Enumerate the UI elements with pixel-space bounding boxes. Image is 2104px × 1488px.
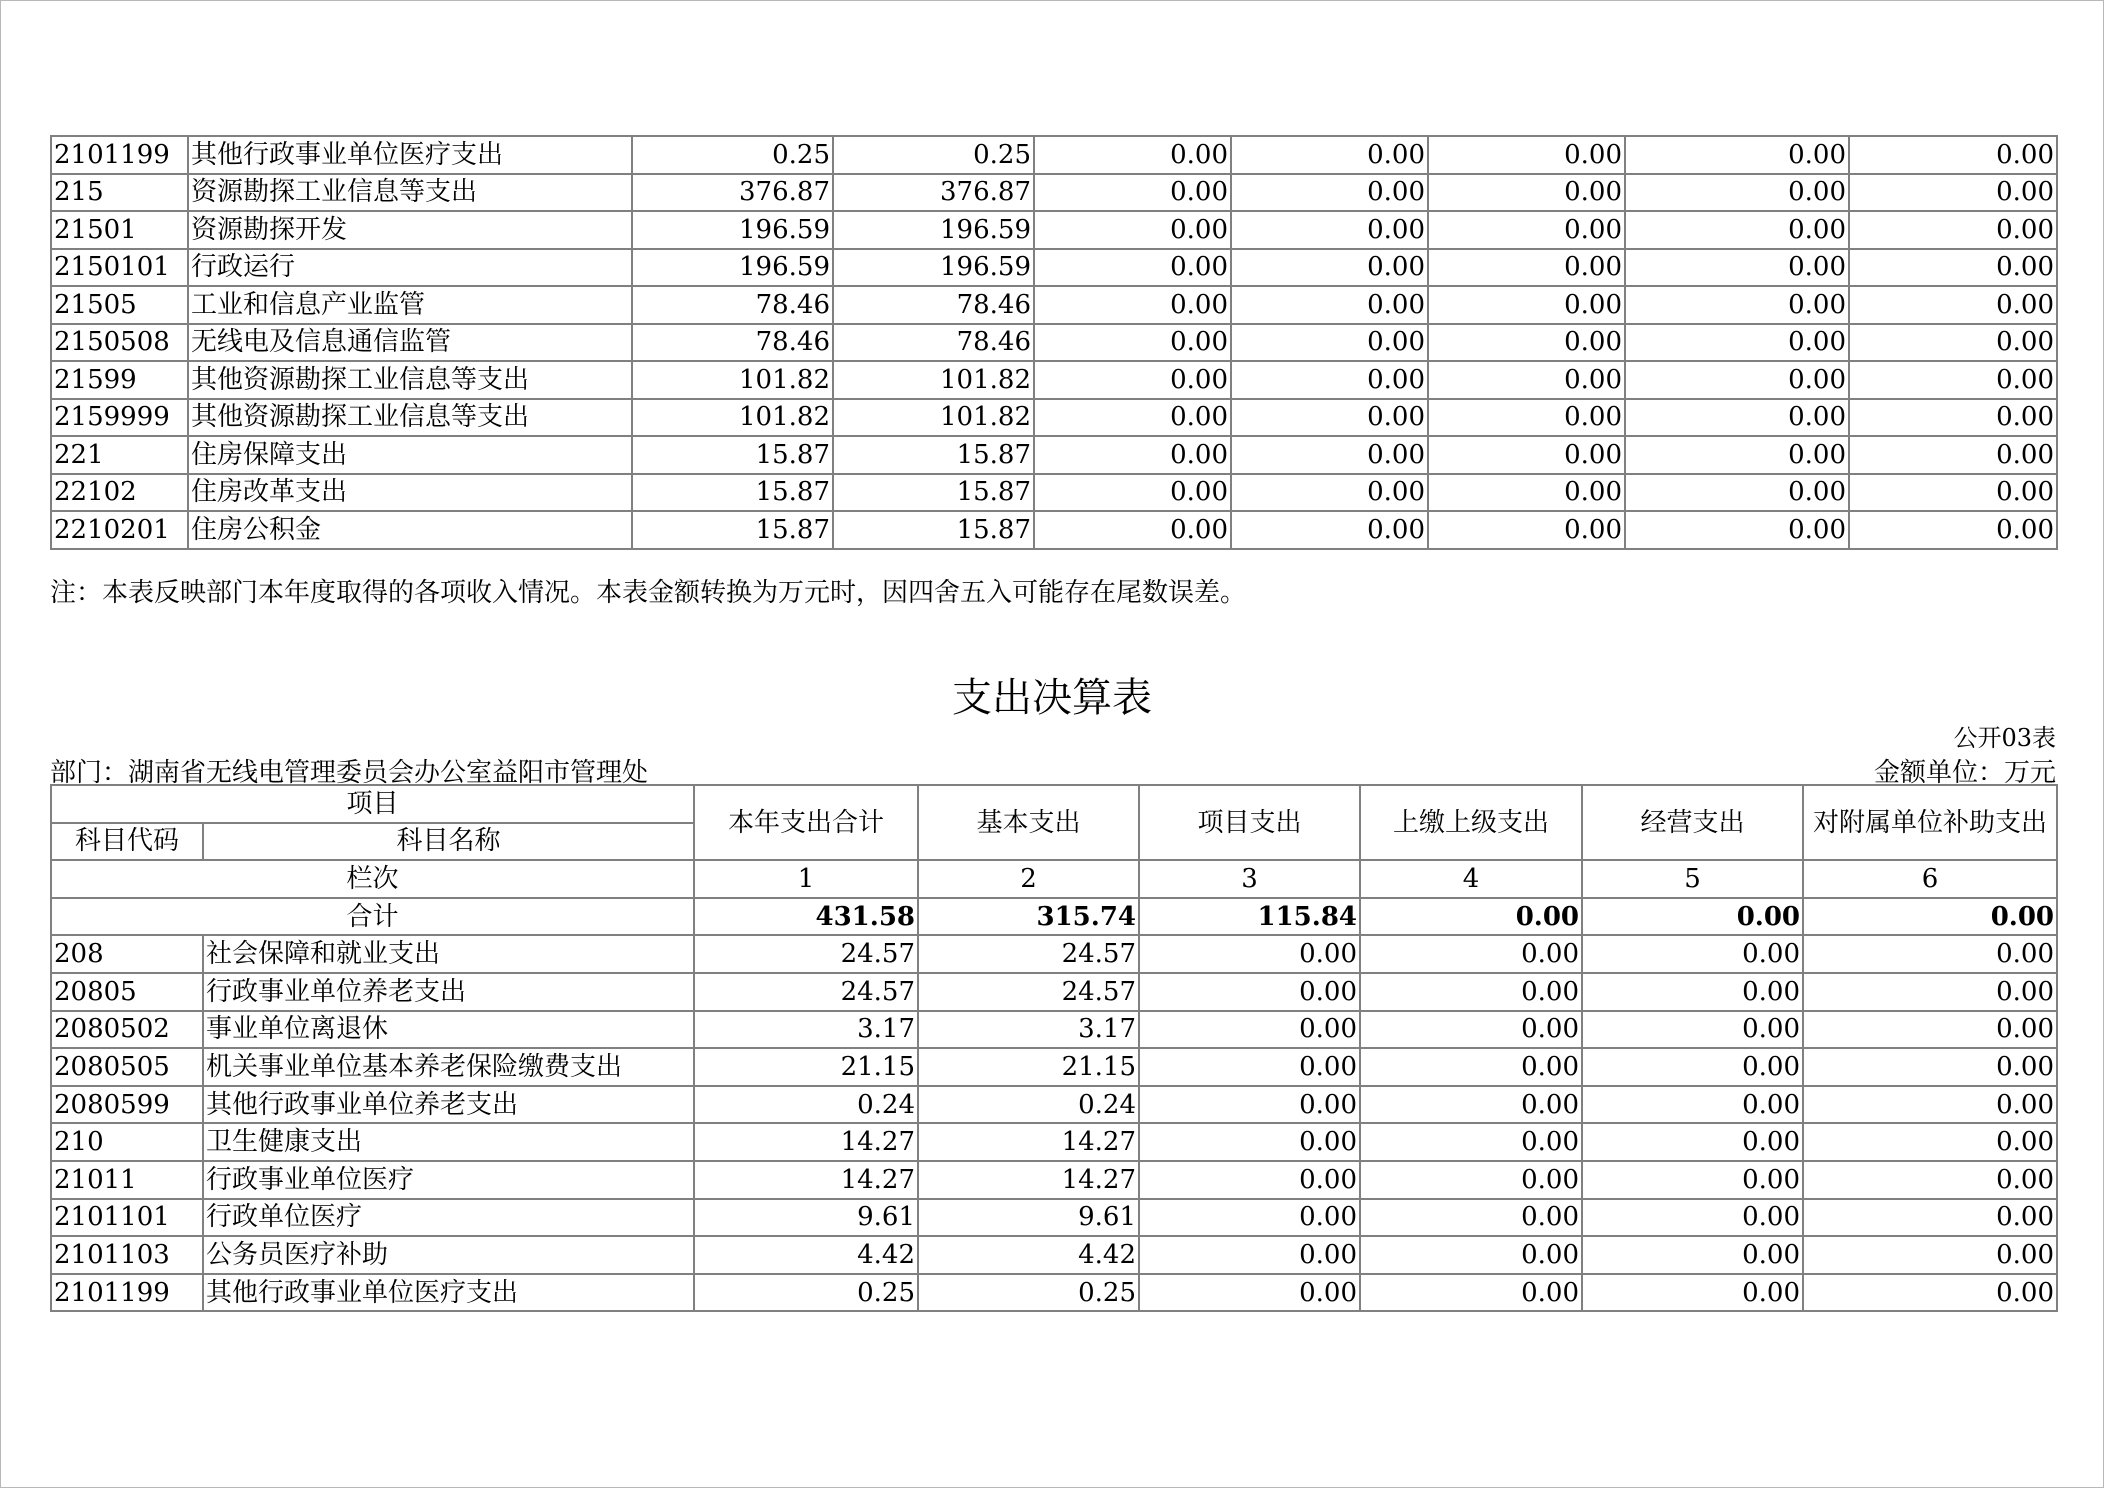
- subject-name: 其他资源勘探工业信息等支出: [188, 399, 632, 437]
- amount-cell: 101.82: [632, 361, 833, 399]
- amount-cell: 0.00: [1360, 1236, 1582, 1274]
- subject-name: 住房公积金: [188, 511, 632, 549]
- table-row: [51, 1274, 2057, 1312]
- amount-cell: 0.00: [1428, 474, 1625, 512]
- amount-cell: 14.27: [918, 1161, 1139, 1199]
- amount-cell: 0.00: [1360, 935, 1582, 973]
- total-value: 315.74: [918, 898, 1139, 936]
- subject-code: 2101199: [51, 1274, 203, 1312]
- amount-cell: 0.00: [1231, 361, 1428, 399]
- table-row: [51, 1123, 2057, 1161]
- amount-cell: 0.00: [1034, 361, 1231, 399]
- column-number: 5: [1582, 860, 1803, 898]
- subject-code: 2101199: [51, 136, 188, 174]
- amount-cell: 0.00: [1034, 324, 1231, 362]
- amount-cell: 0.00: [1360, 1274, 1582, 1312]
- header-code: 科目代码: [51, 823, 203, 861]
- expenditure-table: [50, 784, 2058, 1312]
- amount-cell: 4.42: [694, 1236, 918, 1274]
- subject-name: 其他资源勘探工业信息等支出: [188, 361, 632, 399]
- amount-cell: 15.87: [833, 474, 1034, 512]
- amount-cell: 0.00: [1803, 1123, 2057, 1161]
- subject-code: 21505: [51, 286, 188, 324]
- subject-name: 行政事业单位医疗: [203, 1161, 694, 1199]
- total-value: 431.58: [694, 898, 918, 936]
- table-row: [51, 211, 2057, 249]
- amount-cell: 0.00: [1803, 935, 2057, 973]
- amount-cell: 0.00: [1139, 1011, 1360, 1049]
- amount-cell: 3.17: [694, 1011, 918, 1049]
- amount-cell: 0.00: [1139, 1123, 1360, 1161]
- amount-cell: 0.00: [1231, 324, 1428, 362]
- amount-cell: 0.00: [1139, 1161, 1360, 1199]
- amount-cell: 0.00: [1428, 136, 1625, 174]
- amount-cell: 0.00: [1231, 511, 1428, 549]
- header-name: 科目名称: [203, 823, 694, 861]
- subject-code: 2080599: [51, 1086, 203, 1124]
- header-col-3: 项目支出: [1139, 785, 1360, 860]
- form-code: 公开03表: [1953, 724, 2056, 752]
- table-row: [51, 249, 2057, 287]
- amount-cell: 0.00: [1360, 973, 1582, 1011]
- amount-cell: 0.00: [1582, 1048, 1803, 1086]
- amount-cell: 24.57: [918, 973, 1139, 1011]
- amount-cell: 0.00: [1360, 1048, 1582, 1086]
- amount-cell: 14.27: [694, 1123, 918, 1161]
- subject-code: 2150508: [51, 324, 188, 362]
- amount-cell: 0.00: [1428, 249, 1625, 287]
- subject-code: 208: [51, 935, 203, 973]
- subject-name: 公务员医疗补助: [203, 1236, 694, 1274]
- amount-cell: 0.00: [1625, 324, 1849, 362]
- amount-cell: 0.00: [1034, 436, 1231, 474]
- amount-cell: 196.59: [833, 249, 1034, 287]
- amount-cell: 0.25: [918, 1274, 1139, 1312]
- amount-cell: 15.87: [833, 511, 1034, 549]
- table-row: [51, 324, 2057, 362]
- amount-cell: 0.00: [1803, 1161, 2057, 1199]
- amount-cell: 0.00: [1803, 1048, 2057, 1086]
- amount-cell: 0.00: [1428, 286, 1625, 324]
- subject-code: 21501: [51, 211, 188, 249]
- amount-cell: 0.00: [1849, 174, 2057, 212]
- amount-cell: 0.00: [1231, 286, 1428, 324]
- amount-cell: 3.17: [918, 1011, 1139, 1049]
- amount-cell: 0.00: [1803, 1199, 2057, 1237]
- subject-code: 20805: [51, 973, 203, 1011]
- amount-cell: 0.00: [1849, 249, 2057, 287]
- column-number: 3: [1139, 860, 1360, 898]
- amount-cell: 0.00: [1625, 211, 1849, 249]
- subject-name: 事业单位离退休: [203, 1011, 694, 1049]
- column-number: 2: [918, 860, 1139, 898]
- table-row: [51, 436, 2057, 474]
- table-row: [51, 286, 2057, 324]
- amount-cell: 0.00: [1139, 935, 1360, 973]
- amount-cell: 14.27: [918, 1123, 1139, 1161]
- subject-name: 其他行政事业单位医疗支出: [188, 136, 632, 174]
- table-note: 注：本表反映部门本年度取得的各项收入情况。本表金额转换为万元时，因四舍五入可能存在尾数误差。: [50, 578, 1247, 608]
- amount-cell: 24.57: [694, 935, 918, 973]
- amount-cell: 0.00: [1849, 511, 2057, 549]
- amount-cell: 0.24: [918, 1086, 1139, 1124]
- amount-cell: 0.00: [1231, 174, 1428, 212]
- amount-cell: 0.00: [1428, 324, 1625, 362]
- amount-cell: 0.25: [833, 136, 1034, 174]
- amount-cell: 0.00: [1139, 1048, 1360, 1086]
- amount-cell: 0.00: [1034, 174, 1231, 212]
- amount-cell: 0.00: [1625, 436, 1849, 474]
- subject-name: 行政事业单位养老支出: [203, 973, 694, 1011]
- subject-name: 资源勘探开发: [188, 211, 632, 249]
- amount-cell: 0.00: [1849, 324, 2057, 362]
- header-col-1: 本年支出合计: [694, 785, 918, 860]
- subject-code: 2101101: [51, 1199, 203, 1237]
- amount-cell: 0.00: [1582, 1086, 1803, 1124]
- amount-cell: 0.00: [1803, 1274, 2057, 1312]
- subject-code: 21599: [51, 361, 188, 399]
- department-label: 部门：湖南省无线电管理委员会办公室益阳市管理处: [50, 758, 649, 788]
- column-number-row: [51, 860, 2057, 898]
- amount-cell: 0.00: [1034, 474, 1231, 512]
- amount-cell: 0.00: [1034, 136, 1231, 174]
- amount-cell: 0.00: [1582, 935, 1803, 973]
- amount-cell: 0.00: [1139, 1086, 1360, 1124]
- amount-cell: 0.25: [632, 136, 833, 174]
- subject-code: 22102: [51, 474, 188, 512]
- amount-cell: 0.00: [1849, 399, 2057, 437]
- amount-cell: 0.00: [1428, 174, 1625, 212]
- table-row: [51, 136, 2057, 174]
- column-number: 4: [1360, 860, 1582, 898]
- income-table-body: [51, 136, 2057, 549]
- table-row: [51, 1011, 2057, 1049]
- amount-cell: 0.00: [1582, 973, 1803, 1011]
- header-item: 项目: [51, 785, 694, 823]
- amount-cell: 101.82: [833, 399, 1034, 437]
- header-col-4: 上缴上级支出: [1360, 785, 1582, 860]
- total-value: 115.84: [1139, 898, 1360, 936]
- amount-cell: 0.00: [1625, 286, 1849, 324]
- amount-cell: 0.00: [1034, 399, 1231, 437]
- subject-name: 工业和信息产业监管: [188, 286, 632, 324]
- amount-cell: 0.25: [694, 1274, 918, 1312]
- subject-name: 无线电及信息通信监管: [188, 324, 632, 362]
- amount-cell: 78.46: [632, 286, 833, 324]
- amount-cell: 0.00: [1582, 1199, 1803, 1237]
- amount-unit-label: 金额单位：万元: [1873, 758, 2056, 788]
- amount-cell: 0.00: [1139, 1199, 1360, 1237]
- amount-cell: 196.59: [833, 211, 1034, 249]
- amount-cell: 0.00: [1428, 511, 1625, 549]
- table-row: [51, 1236, 2057, 1274]
- subject-code: 2101103: [51, 1236, 203, 1274]
- amount-cell: 15.87: [833, 436, 1034, 474]
- total-label: 合计: [51, 898, 694, 936]
- amount-cell: 0.00: [1231, 474, 1428, 512]
- amount-cell: 376.87: [833, 174, 1034, 212]
- amount-cell: 4.42: [918, 1236, 1139, 1274]
- amount-cell: 0.00: [1849, 436, 2057, 474]
- amount-cell: 0.00: [1231, 399, 1428, 437]
- amount-cell: 0.00: [1582, 1011, 1803, 1049]
- total-value: 0.00: [1582, 898, 1803, 936]
- amount-cell: 14.27: [694, 1161, 918, 1199]
- amount-cell: 0.00: [1139, 1274, 1360, 1312]
- subject-name: 其他行政事业单位养老支出: [203, 1086, 694, 1124]
- amount-cell: 0.00: [1849, 361, 2057, 399]
- amount-cell: 0.00: [1849, 211, 2057, 249]
- amount-cell: 78.46: [833, 286, 1034, 324]
- table-row: [51, 174, 2057, 212]
- amount-cell: 0.00: [1034, 249, 1231, 287]
- amount-cell: 0.00: [1231, 136, 1428, 174]
- amount-cell: 0.00: [1625, 249, 1849, 287]
- table-row: [51, 973, 2057, 1011]
- total-row: [51, 898, 2057, 936]
- subject-code: 2080502: [51, 1011, 203, 1049]
- subject-code: 2080505: [51, 1048, 203, 1086]
- amount-cell: 0.00: [1139, 973, 1360, 1011]
- subject-code: 2150101: [51, 249, 188, 287]
- amount-cell: 0.00: [1625, 474, 1849, 512]
- income-table-continued: [50, 135, 2058, 550]
- subject-code: 2210201: [51, 511, 188, 549]
- subject-code: 215: [51, 174, 188, 212]
- subject-name: 行政运行: [188, 249, 632, 287]
- amount-cell: 0.00: [1034, 511, 1231, 549]
- subject-code: 21011: [51, 1161, 203, 1199]
- amount-cell: 0.00: [1360, 1086, 1582, 1124]
- amount-cell: 0.00: [1360, 1011, 1582, 1049]
- table-row: [51, 1161, 2057, 1199]
- amount-cell: 0.00: [1582, 1161, 1803, 1199]
- amount-cell: 15.87: [632, 474, 833, 512]
- subject-name: 资源勘探工业信息等支出: [188, 174, 632, 212]
- amount-cell: 196.59: [632, 211, 833, 249]
- table-row: [51, 1199, 2057, 1237]
- subject-code: 2159999: [51, 399, 188, 437]
- total-value: 0.00: [1360, 898, 1582, 936]
- amount-cell: 0.00: [1231, 436, 1428, 474]
- amount-cell: 0.00: [1582, 1236, 1803, 1274]
- page-title: 支出决算表: [952, 675, 1152, 721]
- amount-cell: 24.57: [918, 935, 1139, 973]
- amount-cell: 21.15: [918, 1048, 1139, 1086]
- amount-cell: 0.00: [1428, 436, 1625, 474]
- amount-cell: 101.82: [833, 361, 1034, 399]
- amount-cell: 0.00: [1803, 1011, 2057, 1049]
- amount-cell: 0.00: [1803, 973, 2057, 1011]
- amount-cell: 24.57: [694, 973, 918, 1011]
- amount-cell: 0.00: [1428, 211, 1625, 249]
- amount-cell: 0.00: [1231, 249, 1428, 287]
- amount-cell: 0.00: [1360, 1123, 1582, 1161]
- table-row: [51, 935, 2057, 973]
- amount-cell: 0.00: [1428, 399, 1625, 437]
- table-row: [51, 511, 2057, 549]
- amount-cell: 0.00: [1034, 211, 1231, 249]
- header-col-2: 基本支出: [918, 785, 1139, 860]
- subject-name: 住房保障支出: [188, 436, 632, 474]
- table-row: [51, 361, 2057, 399]
- subject-code: 210: [51, 1123, 203, 1161]
- amount-cell: 0.00: [1803, 1236, 2057, 1274]
- header-col-5: 经营支出: [1582, 785, 1803, 860]
- subject-code: 221: [51, 436, 188, 474]
- amount-cell: 0.00: [1231, 211, 1428, 249]
- amount-cell: 78.46: [632, 324, 833, 362]
- table-row: [51, 399, 2057, 437]
- header-row-1: [51, 785, 2057, 823]
- subject-name: 社会保障和就业支出: [203, 935, 694, 973]
- amount-cell: 0.00: [1625, 511, 1849, 549]
- amount-cell: 78.46: [833, 324, 1034, 362]
- column-number-label: 栏次: [51, 860, 694, 898]
- amount-cell: 0.00: [1849, 286, 2057, 324]
- table-row: [51, 1048, 2057, 1086]
- amount-cell: 101.82: [632, 399, 833, 437]
- amount-cell: 0.00: [1428, 361, 1625, 399]
- amount-cell: 0.00: [1582, 1123, 1803, 1161]
- amount-cell: 0.00: [1360, 1161, 1582, 1199]
- amount-cell: 0.00: [1625, 361, 1849, 399]
- subject-name: 卫生健康支出: [203, 1123, 694, 1161]
- amount-cell: 0.00: [1139, 1236, 1360, 1274]
- amount-cell: 0.24: [694, 1086, 918, 1124]
- subject-name: 其他行政事业单位医疗支出: [203, 1274, 694, 1312]
- amount-cell: 0.00: [1625, 136, 1849, 174]
- amount-cell: 0.00: [1360, 1199, 1582, 1237]
- amount-cell: 15.87: [632, 436, 833, 474]
- subject-name: 机关事业单位基本养老保险缴费支出: [203, 1048, 694, 1086]
- column-number: 1: [694, 860, 918, 898]
- expenditure-table-body: [51, 935, 2057, 1311]
- amount-cell: 0.00: [1803, 1086, 2057, 1124]
- amount-cell: 15.87: [632, 511, 833, 549]
- table-row: [51, 474, 2057, 512]
- amount-cell: 0.00: [1582, 1274, 1803, 1312]
- amount-cell: 0.00: [1849, 136, 2057, 174]
- amount-cell: 21.15: [694, 1048, 918, 1086]
- amount-cell: 196.59: [632, 249, 833, 287]
- amount-cell: 0.00: [1625, 174, 1849, 212]
- amount-cell: 376.87: [632, 174, 833, 212]
- total-value: 0.00: [1803, 898, 2057, 936]
- table-row: [51, 1086, 2057, 1124]
- amount-cell: 0.00: [1849, 474, 2057, 512]
- amount-cell: 0.00: [1034, 286, 1231, 324]
- subject-name: 行政单位医疗: [203, 1199, 694, 1237]
- subject-name: 住房改革支出: [188, 474, 632, 512]
- amount-cell: 9.61: [694, 1199, 918, 1237]
- column-number: 6: [1803, 860, 2057, 898]
- amount-cell: 9.61: [918, 1199, 1139, 1237]
- header-col-6: 对附属单位补助支出: [1803, 785, 2057, 860]
- amount-cell: 0.00: [1625, 399, 1849, 437]
